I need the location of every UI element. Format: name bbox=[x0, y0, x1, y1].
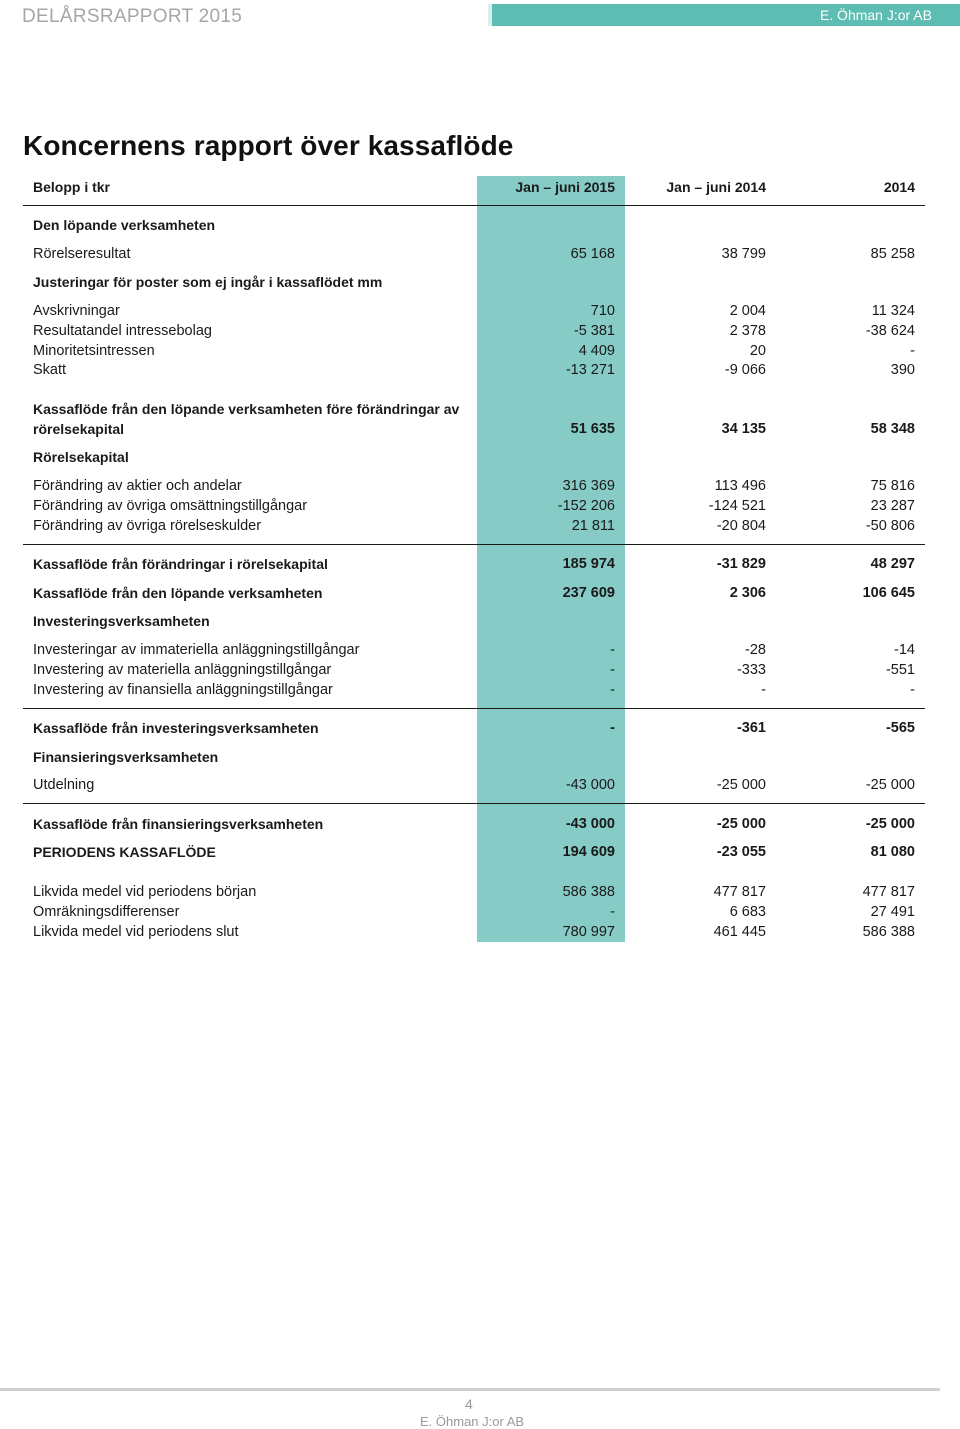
report-title: DELÅRSRAPPORT 2015 bbox=[22, 6, 243, 27]
table-row bbox=[0, 882, 960, 902]
value-year: - bbox=[910, 343, 915, 359]
row-label: Likvida medel vid periodens slut bbox=[33, 924, 239, 940]
value-year: 390 bbox=[890, 362, 915, 378]
value-previous: -25 000 bbox=[716, 777, 766, 793]
value-previous: -333 bbox=[736, 662, 766, 678]
value-previous: -28 bbox=[745, 642, 766, 658]
header-company: E. Öhman J:or AB bbox=[819, 7, 932, 23]
total-row bbox=[0, 842, 960, 862]
value-previous: 6 683 bbox=[729, 904, 766, 920]
row-label: Kassaflöde från den löpande verksamheten bbox=[33, 585, 323, 601]
row-label: Avskrivningar bbox=[33, 303, 120, 319]
value-previous: 2 306 bbox=[729, 585, 766, 601]
value-year: -25 000 bbox=[865, 777, 915, 793]
table-row bbox=[0, 640, 960, 660]
value-previous: 38 799 bbox=[721, 246, 766, 262]
value-year: 23 287 bbox=[870, 498, 915, 514]
column-header-previous: Jan – juni 2014 bbox=[666, 179, 766, 195]
table-row bbox=[0, 321, 960, 341]
row-label: Utdelning bbox=[33, 777, 95, 793]
row-label: Resultatandel intressebolag bbox=[33, 323, 212, 339]
value-current: 780 997 bbox=[562, 924, 615, 940]
value-current: - bbox=[610, 682, 615, 698]
value-year: 85 258 bbox=[870, 246, 915, 262]
value-previous: - bbox=[761, 682, 766, 698]
row-label: Kassaflöde från den löpande verksamheten före förändringar av bbox=[33, 401, 460, 417]
value-previous: 113 496 bbox=[714, 478, 766, 494]
subtotal-row bbox=[0, 718, 960, 738]
divider bbox=[23, 803, 925, 804]
value-current: - bbox=[610, 642, 615, 658]
table-row bbox=[0, 496, 960, 516]
row-label: Rörelsekapital bbox=[33, 449, 129, 465]
value-year: 106 645 bbox=[862, 585, 915, 601]
value-year: 75 816 bbox=[870, 478, 915, 494]
value-year: 586 388 bbox=[862, 924, 915, 940]
row-label: Investeringar av immateriella anläggningstillgångar bbox=[33, 642, 360, 658]
page-number: 4 bbox=[465, 1396, 473, 1412]
value-current: -43 000 bbox=[565, 816, 615, 832]
row-label: Likvida medel vid periodens början bbox=[33, 884, 257, 900]
table-header-row bbox=[0, 177, 960, 197]
row-label: Förändring av aktier och andelar bbox=[33, 478, 242, 494]
value-current: 710 bbox=[590, 303, 615, 319]
table-row bbox=[0, 476, 960, 496]
page-title: Koncernens rapport över kassaflöde bbox=[23, 130, 514, 161]
value-previous: 20 bbox=[749, 343, 766, 359]
row-label: Skatt bbox=[33, 362, 67, 378]
value-previous: -31 829 bbox=[716, 556, 766, 572]
value-year: 48 297 bbox=[870, 556, 915, 572]
row-label: Finansieringsverksamheten bbox=[33, 749, 219, 765]
table-row bbox=[0, 775, 960, 795]
value-current: 185 974 bbox=[562, 556, 615, 572]
value-current: -43 000 bbox=[565, 777, 615, 793]
table-row bbox=[0, 360, 960, 380]
row-label: Förändring av övriga omsättningstillgångar bbox=[33, 498, 308, 514]
value-current: 586 388 bbox=[562, 884, 615, 900]
divider bbox=[23, 205, 925, 206]
table-row bbox=[0, 516, 960, 536]
row-label: Förändring av övriga rörelseskulder bbox=[33, 518, 262, 534]
value-previous: 477 817 bbox=[713, 884, 766, 900]
table-row bbox=[0, 301, 960, 321]
footer-divider bbox=[0, 1388, 940, 1391]
value-year: -38 624 bbox=[865, 323, 915, 339]
value-year: -14 bbox=[894, 642, 915, 658]
value-current: -152 206 bbox=[557, 498, 615, 514]
subtotal-row bbox=[0, 583, 960, 603]
value-current: - bbox=[610, 662, 615, 678]
row-label: Kassaflöde från investeringsverksamheten bbox=[33, 720, 319, 736]
row-label: Kassaflöde från förändringar i rörelsekapital bbox=[33, 556, 328, 572]
value-previous: -124 521 bbox=[708, 498, 766, 514]
value-year: 477 817 bbox=[862, 884, 915, 900]
table-row bbox=[0, 680, 960, 700]
row-label: Rörelseresultat bbox=[33, 246, 131, 262]
row-label: Den löpande verksamheten bbox=[33, 217, 216, 233]
value-year: -25 000 bbox=[865, 816, 915, 832]
value-previous: -23 055 bbox=[716, 844, 766, 860]
footer-company: E. Öhman J:or AB bbox=[420, 1414, 525, 1429]
table-row bbox=[0, 244, 960, 264]
column-header-year: 2014 bbox=[883, 179, 915, 195]
row-label: Kassaflöde från finansieringsverksamheten bbox=[33, 816, 324, 832]
row-label: Minoritetsintressen bbox=[33, 343, 155, 359]
value-previous: -9 066 bbox=[724, 362, 766, 378]
value-year: 58 348 bbox=[870, 421, 915, 437]
table-row bbox=[0, 660, 960, 680]
divider bbox=[23, 708, 925, 709]
value-previous: 34 135 bbox=[721, 421, 766, 437]
value-current: 4 409 bbox=[578, 343, 615, 359]
value-current: 21 811 bbox=[571, 518, 615, 534]
value-current: -5 381 bbox=[573, 323, 615, 339]
header-band-accent bbox=[488, 4, 492, 26]
section-heading bbox=[0, 215, 960, 235]
value-previous: 2 004 bbox=[729, 303, 766, 319]
column-header-label: Belopp i tkr bbox=[33, 179, 111, 195]
value-current: 65 168 bbox=[570, 246, 615, 262]
value-previous: -20 804 bbox=[716, 518, 766, 534]
value-year: -50 806 bbox=[865, 518, 915, 534]
column-header-current: Jan – juni 2015 bbox=[515, 179, 615, 195]
table-row bbox=[0, 902, 960, 922]
value-current: 194 609 bbox=[562, 844, 615, 860]
table-row bbox=[0, 922, 960, 942]
value-year: - bbox=[910, 682, 915, 698]
section-heading bbox=[0, 747, 960, 767]
value-year: -551 bbox=[885, 662, 915, 678]
row-label: rörelsekapital bbox=[33, 421, 125, 437]
subtotal-row bbox=[0, 814, 960, 834]
value-year: 27 491 bbox=[870, 904, 915, 920]
value-current: 51 635 bbox=[570, 421, 615, 437]
section-heading bbox=[0, 272, 960, 292]
value-current: -13 271 bbox=[565, 362, 615, 378]
row-label: Omräkningsdifferenser bbox=[33, 904, 180, 920]
value-previous: 2 378 bbox=[729, 323, 766, 339]
row-label: Investering av materiella anläggningstillgångar bbox=[33, 662, 332, 678]
subtotal-label-line bbox=[0, 399, 960, 419]
value-previous: 461 445 bbox=[713, 924, 766, 940]
row-label: PERIODENS KASSAFLÖDE bbox=[33, 844, 216, 860]
section-heading bbox=[0, 447, 960, 467]
row-label: Justeringar för poster som ej ingår i kassaflödet mm bbox=[33, 274, 383, 290]
value-year: -565 bbox=[885, 720, 915, 736]
table-row bbox=[0, 341, 960, 361]
value-current: - bbox=[610, 720, 615, 736]
value-current: 316 369 bbox=[562, 478, 615, 494]
value-current: 237 609 bbox=[562, 585, 615, 601]
subtotal-row bbox=[0, 554, 960, 574]
value-current: - bbox=[610, 904, 615, 920]
value-previous: -25 000 bbox=[716, 816, 766, 832]
value-year: 81 080 bbox=[870, 844, 915, 860]
value-year: 11 324 bbox=[871, 303, 915, 319]
value-previous: -361 bbox=[736, 720, 766, 736]
row-label: Investering av finansiella anläggningstillgångar bbox=[33, 682, 333, 698]
divider bbox=[23, 544, 925, 545]
subtotal-row bbox=[0, 419, 960, 439]
row-label: Investeringsverksamheten bbox=[33, 613, 210, 629]
section-heading bbox=[0, 611, 960, 631]
